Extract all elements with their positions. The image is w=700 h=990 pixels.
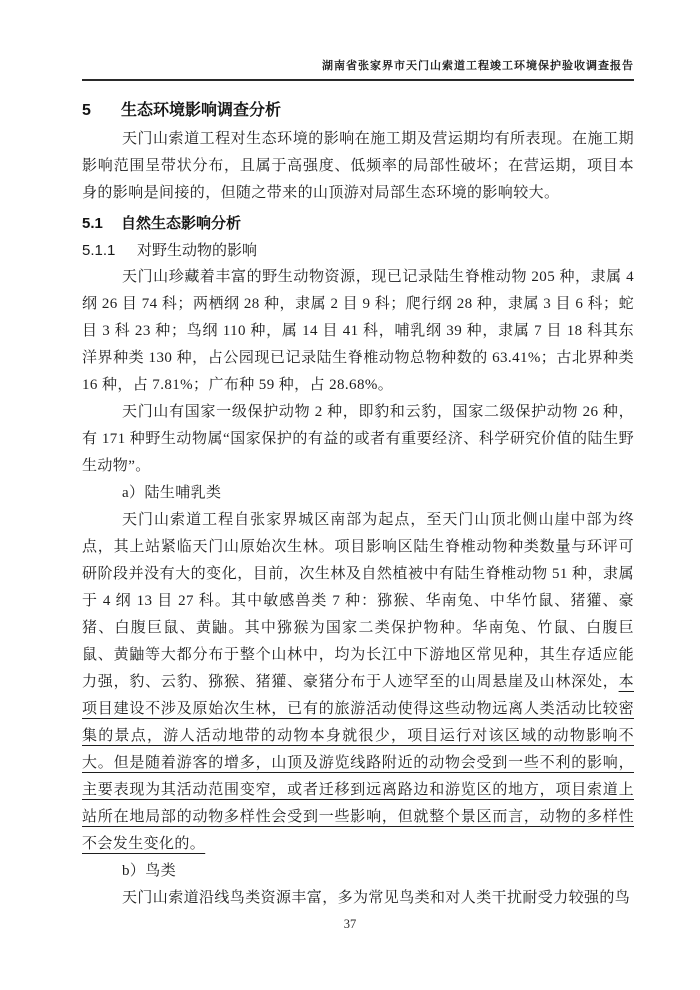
paragraph-intro: 天门山索道工程对生态环境的影响在施工期及营运期均有所表现。在施工期影响范围呈带状分布，且属于高强度、低频率的局部性破坏；在营运期，项目本身的影响是间接的，但随之带来的山顶游对局部生态环境的影响较大。 xyxy=(82,131,634,201)
paragraph-mammal-impact xyxy=(82,507,634,858)
running-header-title: 湖南省张家界市天门山索道工程竣工环境保护验收调查报告 xyxy=(322,60,634,72)
running-header xyxy=(82,0,634,81)
page-number: 37 xyxy=(343,917,357,931)
paragraph-bird-resources: 天门山索道沿线鸟类资源丰富，多为常见鸟类和对人类干扰耐受力较强的鸟 xyxy=(122,890,631,906)
paragraph-mammal-impact-underlined-text: 本项目建设不涉及原始次生林，已有的旅游活动使得这些动物远离人类活动比较密集的景点，游人活动地带的动物本身就很少，项目运行对该区域的动物影响不大。但是随着游客的增多，山顶及游览线路附近的动物会受到一些不利的影响，主要表现为其活动范围变窄，或者迁移到远离路边和游览区的地方，项目索道上站所在地局部的动物多样性会受到一些影响，但就整个景区而言，动物的多样性不会发生变化的。 xyxy=(82,674,634,852)
list-item-a-terrestrial-mammals: a）陆生哺乳类 xyxy=(122,485,222,501)
section-heading-5-1-1-title: 对野生动物的影响 xyxy=(137,242,258,259)
list-item-b-birds: b）鸟类 xyxy=(122,863,177,879)
section-heading-5-title: 生态环境影响调查分析 xyxy=(121,102,282,119)
section-heading-5 xyxy=(82,97,634,120)
paragraph-protected-species: 天门山有国家一级保护动物 2 种，即豹和云豹，国家二级保护动物 26 种，有 171 种野生动物属“国家保护的有益的或者有重要经济、科学研究价值的陆生野生动物”。 xyxy=(82,404,634,474)
page-content xyxy=(82,0,634,912)
section-heading-5-1-number: 5.1 xyxy=(82,215,103,232)
section-heading-5-1-1 xyxy=(82,237,634,264)
section-heading-5-number: 5 xyxy=(82,102,91,119)
paragraph-fauna-statistics: 天门山珍藏着丰富的野生动物资源，现已记录陆生脊椎动物 205 种，隶属 4 纲 26 目 74 科；两栖纲 28 种，隶属 2 目 9 科；爬行纲 28 种，隶属 3 目 6 科；蛇目 3 科 23 种；鸟纲 110 种，属 14 目 41 科，哺乳纲 39 种，隶属 7 目 18 科其东洋界种类 130 种，占公园现已记录陆生脊椎动物总物种数的 63.41%；古北界种类 16 种，占 7.81%；广布种 59 种，占 28.68%。 xyxy=(82,269,634,393)
section-heading-5-1-title: 自然生态影响分析 xyxy=(121,215,242,232)
section-heading-5-1-1-number: 5.1.1 xyxy=(82,242,116,259)
section-heading-5-1 xyxy=(82,210,634,237)
paragraph-mammal-impact-normal-text: 天门山索道工程自张家界城区南部为起点，至天门山顶北侧山崖中部为终点，其上站紧临天门山原始次生林。项目影响区陆生脊椎动物种类数量与环评可研阶段并没有大的变化，目前，次生林及自然植被中有陆生脊椎动物 51 种，隶属于 4 纲 13 目 27 科。其中敏感兽类 7 种：猕猴、华南兔、中华竹鼠、猪獾、豪猪、白腹巨鼠、黄鼬。其中猕猴为国家二类保护物种。华南兔、竹鼠、白腹巨鼠、黄鼬等大都分布于整个山林中，均为长江中下游地区常见种，其生存适应能力强，豹、云豹、猕猴、猪獾、豪猪分布于人迹罕至的山周悬崖及山林深处， xyxy=(82,512,634,690)
